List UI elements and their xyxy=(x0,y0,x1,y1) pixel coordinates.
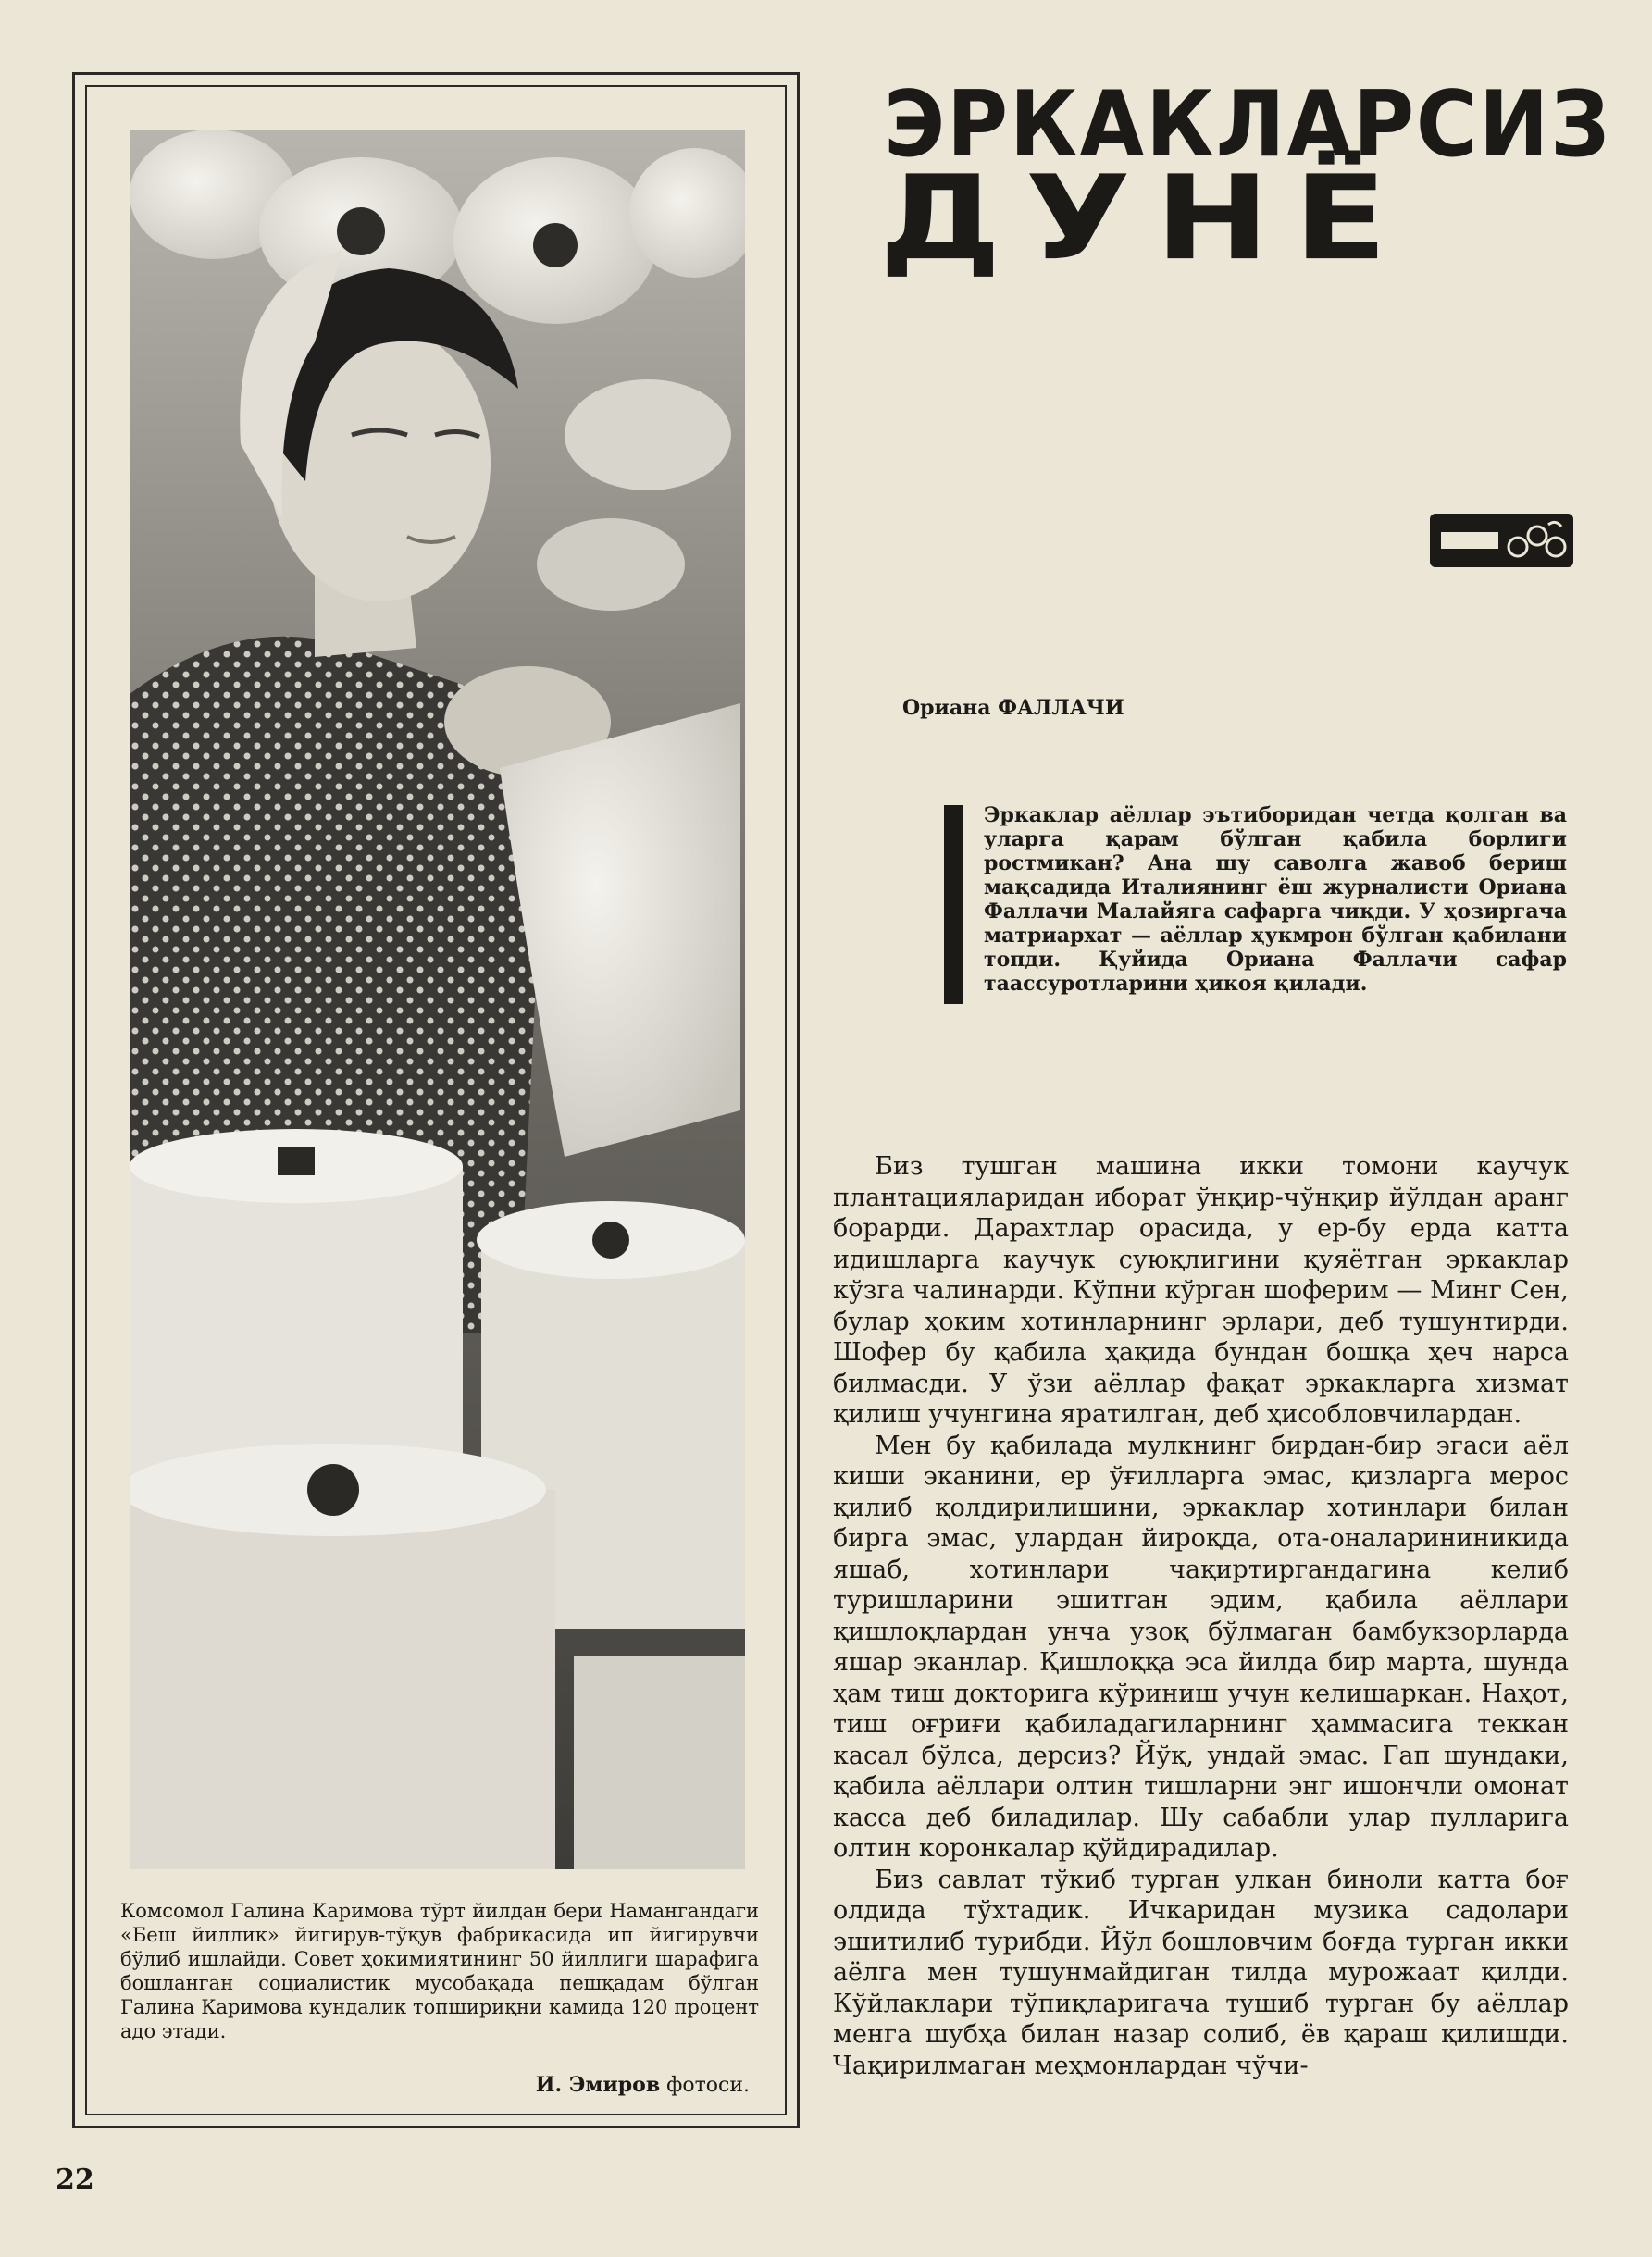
article-body xyxy=(833,1151,1569,2081)
lede-bar xyxy=(944,805,963,1004)
article-lede: Эркаклар аёллар эътиборидан четда қолган ва уларга қарам бўлган қабила борлиги ростмикан? Ана шу саволга жавоб бериш мақсадида Италиянинг ёш журналисти Ориана Фаллачи Малайяга сафарга чиқди. У ҳозиргача матриархат — аёллар ҳукмрон бўлган қабилани топди. Қуйида Ориана Фаллачи сафар таассуротларини ҳикоя қилади. xyxy=(984,803,1567,996)
article-title-line-1: ЭРКАКЛАРСИЗ xyxy=(884,72,1612,178)
magazine-section-logo-icon xyxy=(1430,514,1573,567)
page-number: 22 xyxy=(56,2164,94,2196)
article-author: Ориана ФАЛЛАЧИ xyxy=(902,696,1124,720)
photo-credit xyxy=(444,2073,750,2097)
photo-caption: Комсомол Галина Каримова тўрт йилдан бери Намангандаги «Беш йиллик» йигирув-тўқув фабрикасида ип йигирувчи бўлиб ишлайди. Совет ҳокимиятининг 50 йиллиги шарафига бошланган социалистик мусобақада пешқадам бўлган Галина Каримова кундалик топшириқни камида 120 процент адо этади. xyxy=(120,1900,759,2042)
body-paragraph-3: Биз савлат тўкиб турган улкан биноли катта боғ олдида тўхтадик. Ичкаридан музика садолари эшитилиб турибди. Йўл бошловчим боғда турган икки аёлга мен тушунмайдиган тилда мурожаат қилди. Кўйлаклари тўпиқларигача тушиб турган бу аёллар менга шубҳа билан назар солиб, ёв қараш қилишди. Чақирилмаган меҳмонлардан чўчи- xyxy=(833,1865,1569,2080)
photo-woman-spinning-yarn xyxy=(130,130,745,1869)
body-paragraph-1: Биз тушган машина икки томони каучук плантацияларидан иборат ўнқир-чўнқир йўлдан аранг борарди. Дарахтлар орасида, у ер-бу ерда катта идишларга каучук суюқлигини қуяётган эркаклар кўзга чалинарди. Кўпни кўрган шоферим — Минг Сен, булар ҳоким хотинларнинг эрлари, деб тушунтирди. Шофер бу қабила ҳақида бундан бошқа ҳеч нарса билмасди. У ўзи аёллар фақат эркакларга хизмат қилиш учунгина яратилган, деб ҳисобловчилардан. xyxy=(833,1152,1569,1429)
body-paragraph-2: Мен бу қабилада мулкнинг бирдан-бир эгаси аёл киши эканини, ер ўғилларга эмас, қизларга мерос қилиб қолдирилишини, эркаклар хотинлари билан бирга эмас, улардан йироқда, ота-оналарининикида яшаб, хотинлари чақиртиргандагина келиб туришларини эшитган эдим, қабила аёллари қишлоқлардан унча узоқ бўлмаган бамбукзорларда яшар эканлар. Қишлоққа эса йилда бир марта, шунда ҳам тиш докторига кўриниш учун келишаркан. Наҳот, тиш оғриғи қабиладагиларнинг ҳаммасига теккан касал бўлса, дерсиз? Йўқ, ундай эмас. Гап шундаки, қабила аёллари олтин тишларни энг ишончли омонат касса деб биладилар. Шу сабабли улар пулларига олтин коронкалар қўйдирадилар. xyxy=(833,1431,1569,1863)
credit-suffix: фотоси. xyxy=(666,2074,750,2097)
photographer-name: И. Эмиров xyxy=(535,2073,661,2097)
article-title-line-2: ДУНЁ xyxy=(879,150,1411,286)
